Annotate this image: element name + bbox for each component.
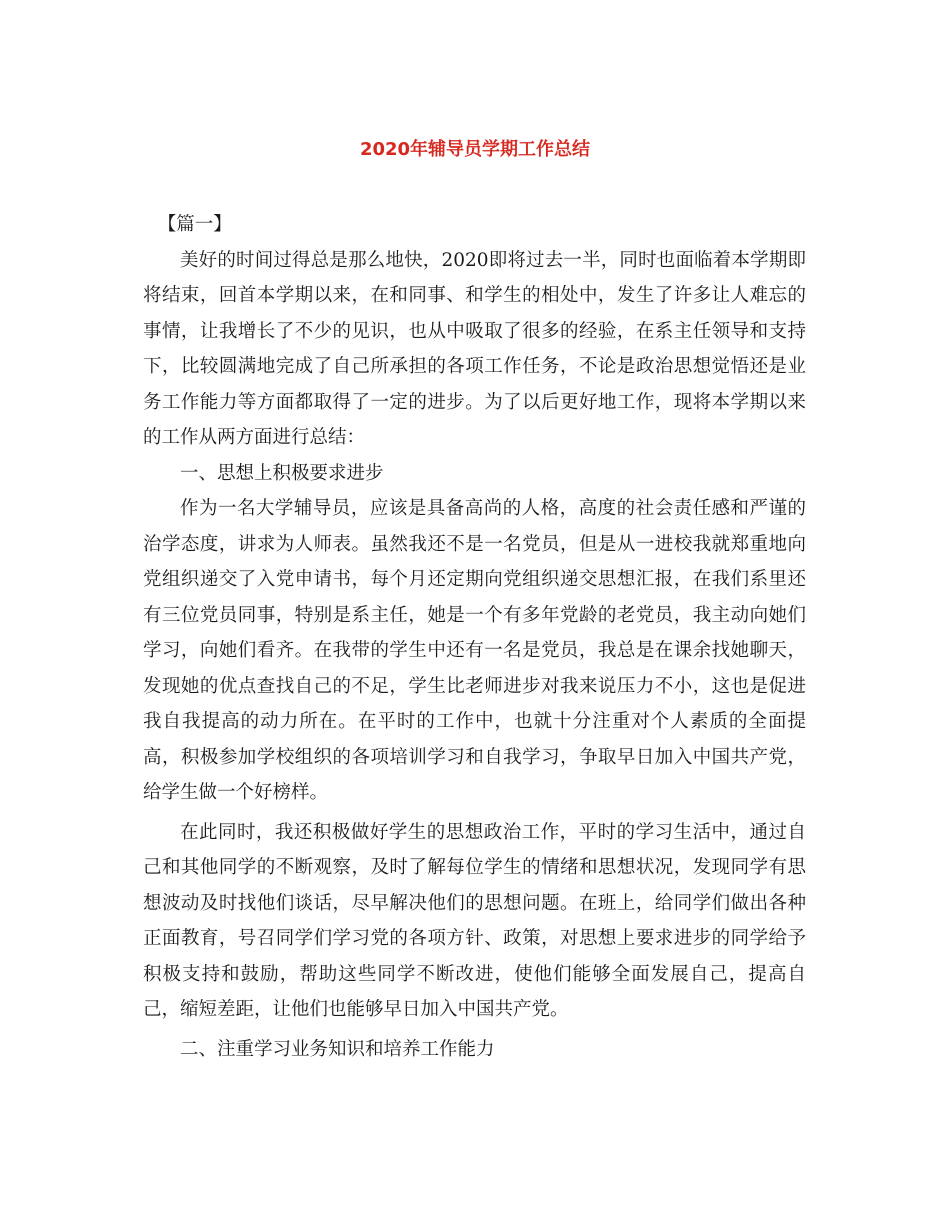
paragraph-section-1-b: 在此同时，我还积极做好学生的思想政治工作，平时的学习生活中，通过自己和其他同学的不断观察，及时了解每位学生的情绪和思想状况，发现同学有思想波动及时找他们谈话，尽早解决他们的思想问题。在班上，给同学们做出各种正面教育，号召同学们学习党的各项方针、政策，对思想上要求进步的同学给予积极支持和鼓励，帮助这些同学不断改进，使他们能够全面发展自己，提高自己，缩短差距，让他们也能够早日加入中国共产党。 (143, 821, 806, 1020)
section-tag: 【篇一】 (157, 214, 232, 235)
heading-section-1: 一、思想上积极要求进步 (180, 462, 384, 484)
paragraph-section-1-a: 作为一名大学辅导员，应该是具备高尚的人格，高度的社会责任感和严谨的治学态度，讲求为人师表。虽然我还不是一名党员，但是从一进校我就郑重地向党组织递交了入党申请书，每个月还定期向党组织递交思想汇报，在我们系里还有三位党员同事，特别是系主任，她是一个有多年党龄的老党员，我主动向她们学习，向她们看齐。在我带的学生中还有一名是党员，我总是在课余找她聊天，发现她的优点查找自己的不足，学生比老师进步对我来说压力不小，这也是促进我自我提高的动力所在。在平时的工作中，也就十分注重对个人素质的全面提高，积极参加学校组织的各项培训学习和自我学习，争取早日加入中国共产党，给学生做一个好榜样。 (143, 498, 806, 803)
document-title: 2020年辅导员学期工作总结 (359, 139, 591, 160)
document-body (143, 207, 806, 1067)
heading-section-2: 二、注重学习业务知识和培养工作能力 (180, 1038, 495, 1060)
paragraph-intro: 美好的时间过得总是那么地快，2020即将过去一半，同时也面临着本学期即将结束，回首本学期以来，在和同事、和学生的相处中，发生了许多让人难忘的事情，让我增长了不少的见识，也从中吸取了很多的经验，在系主任领导和支持下，比较圆满地完成了自己所承担的各项工作任务，不论是政治思想觉悟还是业务工作能力等方面都取得了一定的进步。为了以后更好地工作，现将本学期以来的工作从两方面进行总结： (143, 249, 806, 448)
